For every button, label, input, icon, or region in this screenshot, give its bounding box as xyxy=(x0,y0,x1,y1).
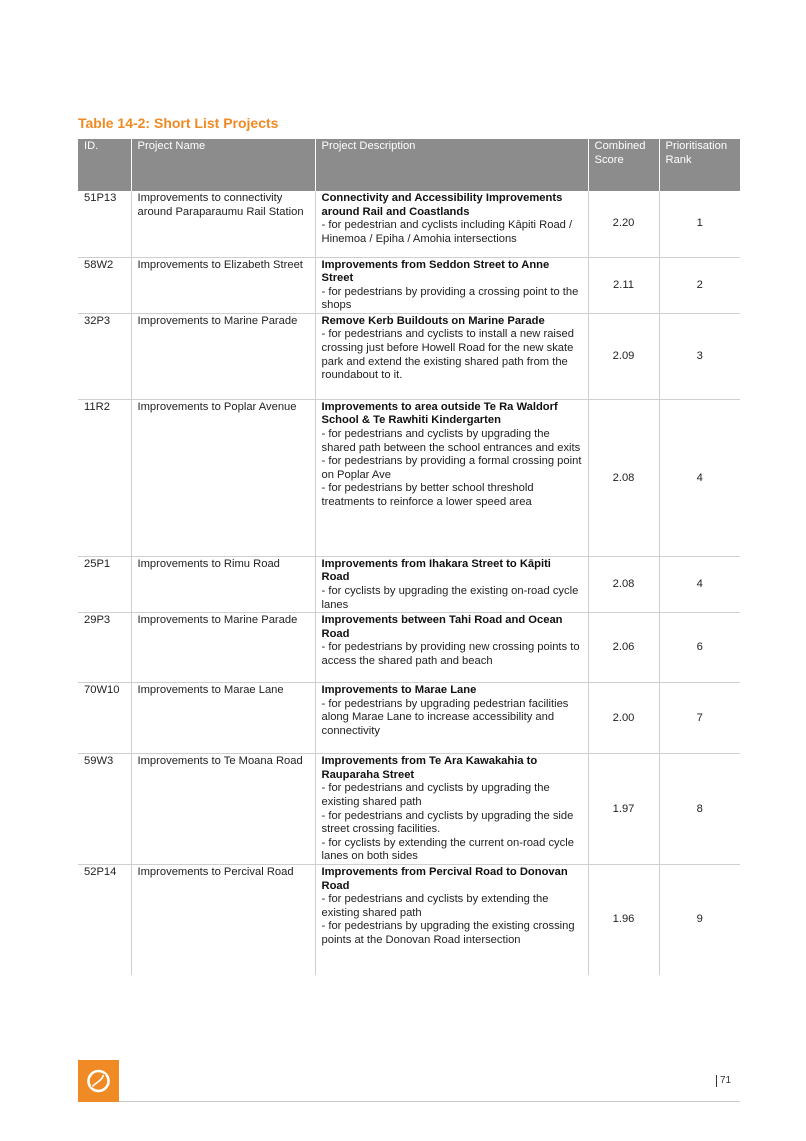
project-name-cell: Improvements to connectivity around Paraparaumu Rail Station xyxy=(131,191,315,257)
project-id-cell: 52P14 xyxy=(84,866,117,878)
project-description-cell xyxy=(315,865,588,975)
description-detail: - for cyclists by upgrading the existing on-road cycle lanes xyxy=(321,585,579,611)
combined-score-cell: 2.11 xyxy=(588,257,659,313)
description-title: Improvements between Tahi Road and Ocean Road xyxy=(321,614,563,640)
description-title: Improvements from Te Ara Kawakahia to Rauparaha Street xyxy=(321,755,538,781)
prioritisation-rank-cell: 4 xyxy=(659,556,740,612)
prioritisation-rank-cell: 6 xyxy=(659,613,740,683)
column-header-prioritisation-rank: Prioritisation Rank xyxy=(659,139,740,191)
description-title: Improvements to area outside Te Ra Waldorf School & Te Rawhiti Kindergarten xyxy=(321,400,558,427)
project-id-cell: 25P1 xyxy=(78,556,131,612)
table-header-row xyxy=(78,139,740,191)
combined-score-cell: 2.00 xyxy=(588,683,659,754)
project-id-cell: 59W3 xyxy=(78,754,131,865)
table-row xyxy=(78,257,740,313)
project-description-cell xyxy=(315,613,588,683)
combined-score-cell: 2.08 xyxy=(588,556,659,612)
page-number: 71 xyxy=(716,1075,731,1087)
table-body xyxy=(78,191,740,975)
project-name-cell: Improvements to Poplar Avenue xyxy=(131,399,315,556)
description-title: Improvements from Percival Road to Donovan Road xyxy=(321,866,568,892)
description-detail: - for cyclists by extending the current on-road cycle lanes on both sides xyxy=(321,836,574,863)
project-id-cell: 11R2 xyxy=(78,399,131,556)
description-detail: - for pedestrians and cyclists by extending the existing shared path xyxy=(321,893,549,919)
project-description-cell xyxy=(315,191,588,257)
project-id-cell: 58W2 xyxy=(78,257,131,313)
project-description-cell xyxy=(315,399,588,556)
project-name-cell: Improvements to Te Moana Road xyxy=(131,754,315,865)
description-detail: - for pedestrians by providing a formal crossing point on Poplar Ave xyxy=(321,455,582,481)
combined-score-cell: 2.09 xyxy=(588,313,659,399)
description-detail: - for pedestrians and cyclists to install a new raised crossing just before Howell Road for the new skate park and extend the existing shared path from the roundabout to it. xyxy=(321,328,574,382)
prioritisation-rank-cell: 2 xyxy=(659,257,740,313)
table-caption: Table 14-2: Short List Projects xyxy=(78,115,279,131)
project-description-cell xyxy=(315,754,588,865)
description-detail: - for pedestrians by upgrading the existing crossing points at the Donovan Road intersection xyxy=(321,920,575,946)
description-detail: - for pedestrians and cyclists by upgrading the existing shared path xyxy=(321,782,550,809)
description-title: Improvements from Seddon Street to Anne Street xyxy=(321,258,550,285)
description-title: Connectivity and Accessibility Improvements around Rail and Coastlands xyxy=(321,192,563,218)
prioritisation-rank-cell: 3 xyxy=(659,313,740,399)
project-description-cell xyxy=(315,313,588,399)
description-title: Improvements from Ihakara Street to Kāpiti Road xyxy=(321,557,551,584)
footer-divider xyxy=(119,1101,740,1102)
combined-score-cell: 1.96 xyxy=(588,865,659,975)
prioritisation-rank-cell: 1 xyxy=(659,191,740,257)
description-detail: - for pedestrians by upgrading pedestrian facilities along Marae Lane to increase accessibility and connectivity xyxy=(321,697,569,738)
project-description-cell xyxy=(315,257,588,313)
prioritisation-rank-cell: 4 xyxy=(659,399,740,556)
project-name-cell: Improvements to Marine Parade xyxy=(131,613,315,683)
description-detail: - for pedestrians by better school threshold treatments to reinforce a lower speed area xyxy=(321,482,534,509)
table-row xyxy=(78,191,740,257)
column-header-project-name: Project Name xyxy=(131,139,315,191)
company-logo-icon xyxy=(78,1060,119,1102)
project-description-cell xyxy=(315,556,588,612)
project-id-cell: 70W10 xyxy=(78,683,131,754)
short-list-projects-table xyxy=(78,139,740,975)
description-detail: - for pedestrian and cyclists including Kāpiti Road / Hinemoa / Epiha / Amohia intersections xyxy=(321,219,573,245)
table-row xyxy=(78,399,740,556)
project-id-cell: 32P3 xyxy=(78,313,131,399)
project-name-cell: Improvements to Rimu Road xyxy=(131,556,315,612)
description-detail: - for pedestrians by providing new crossing points to access the shared path and beach xyxy=(321,641,580,668)
combined-score-cell: 2.20 xyxy=(588,191,659,257)
column-header-id: ID. xyxy=(78,139,131,191)
project-name-cell: Improvements to Marae Lane xyxy=(131,683,315,754)
column-header-project-description: Project Description xyxy=(315,139,588,191)
table-row xyxy=(78,683,740,754)
description-title: Improvements to Marae Lane xyxy=(321,684,477,697)
prioritisation-rank-cell: 8 xyxy=(659,754,740,865)
project-name-cell: Improvements to Marine Parade xyxy=(131,313,315,399)
prioritisation-rank-cell: 7 xyxy=(659,683,740,754)
description-detail: - for pedestrians and cyclists by upgrading the side street crossing facilities. xyxy=(321,809,574,836)
combined-score-cell: 2.06 xyxy=(588,613,659,683)
project-name-cell: Improvements to Elizabeth Street xyxy=(131,257,315,313)
description-detail: - for pedestrians and cyclists by upgrading the shared path between the school entrances and exits xyxy=(321,428,581,454)
logo-mark-icon xyxy=(78,1060,119,1102)
table-row xyxy=(78,613,740,683)
description-title: Remove Kerb Buildouts on Marine Parade xyxy=(321,314,545,327)
table-row xyxy=(78,313,740,399)
project-name-cell: Improvements to Percival Road xyxy=(131,865,315,975)
project-id-cell: 51P13 xyxy=(78,191,131,257)
project-description-cell xyxy=(315,683,588,754)
table-row xyxy=(78,556,740,612)
combined-score-cell: 2.08 xyxy=(588,399,659,556)
column-header-combined-score: Combined Score xyxy=(588,139,659,191)
combined-score-cell: 1.97 xyxy=(588,754,659,865)
project-id-cell: 29P3 xyxy=(78,613,131,683)
description-detail: - for pedestrians by providing a crossing point to the shops xyxy=(321,285,579,312)
prioritisation-rank-cell: 9 xyxy=(659,865,740,975)
table-row xyxy=(78,865,740,975)
table-row xyxy=(78,754,740,865)
